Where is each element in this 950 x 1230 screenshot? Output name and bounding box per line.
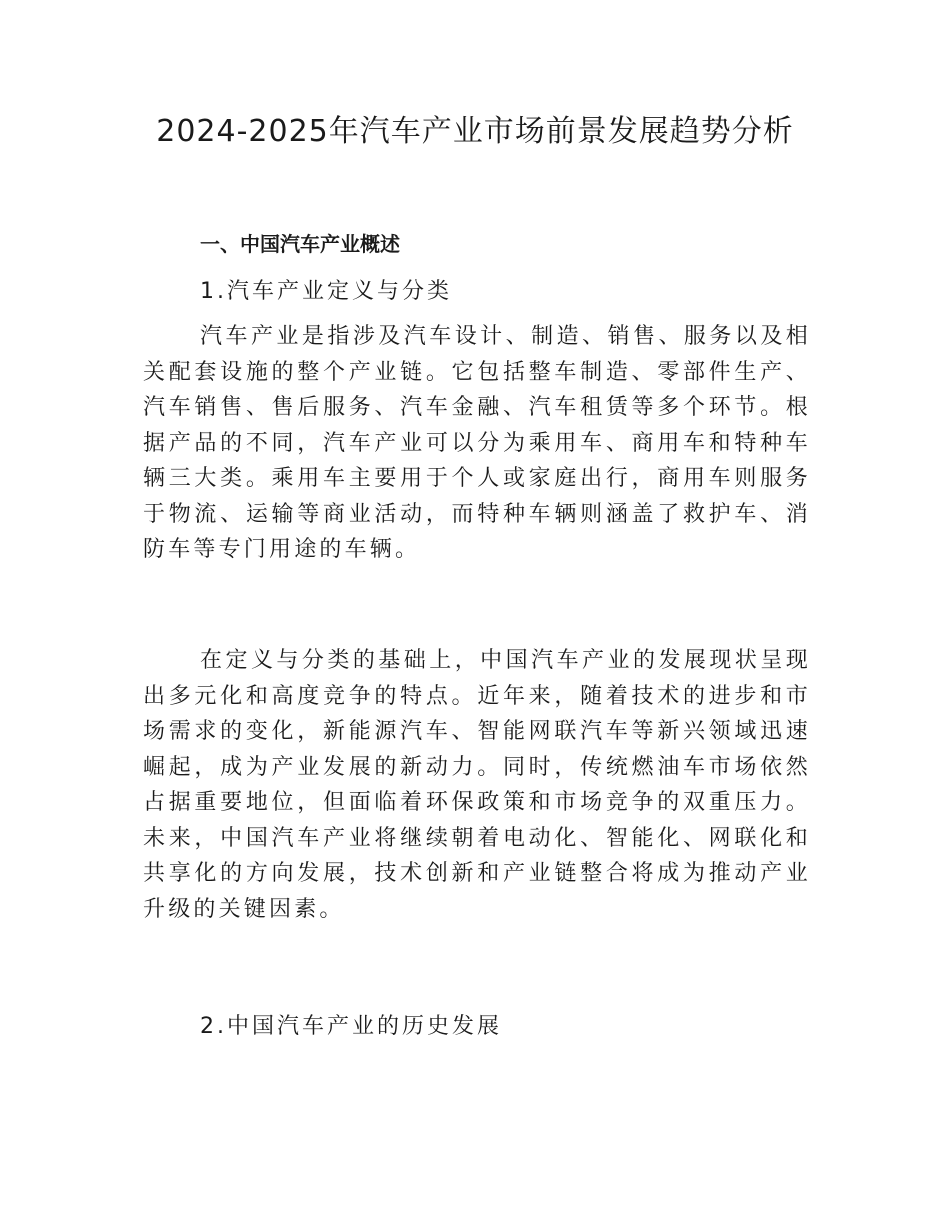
document-title: 2024-2025年汽车产业市场前景发展趋势分析: [156, 114, 794, 149]
subsection-heading: 1.汽车产业定义与分类: [200, 279, 452, 304]
section-heading: 一、中国汽车产业概述: [200, 232, 400, 256]
paragraph: 汽车产业是指涉及汽车设计、制造、销售、服务以及相关配套设施的整个产业链。它包括整车制造、零部件生产、汽车销售、售后服务、汽车金融、汽车租赁等多个环节。根据产品的不同，汽车产业可以分为乘用车、商用车和特种车辆三大类。乘用车主要用于个人或家庭出行，商用车则服务于物流、运输等商业活动，而特种车辆则涵盖了救护车、消防车等专门用途的车辆。: [143, 324, 811, 562]
paragraph: 在定义与分类的基础上，中国汽车产业的发展现状呈现出多元化和高度竞争的特点。近年来，随着技术的进步和市场需求的变化，新能源汽车、智能网联汽车等新兴领域迅速崛起，成为产业发展的新动力。同时，传统燃油车市场依然占据重要地位，但面临着环保政策和市场竞争的双重压力。未来，中国汽车产业将继续朝着电动化、智能化、网联化和共享化的方向发展，技术创新和产业链整合将成为推动产业升级的关键因素。: [143, 648, 811, 922]
subsection-heading: 2.中国汽车产业的历史发展: [200, 1014, 502, 1039]
